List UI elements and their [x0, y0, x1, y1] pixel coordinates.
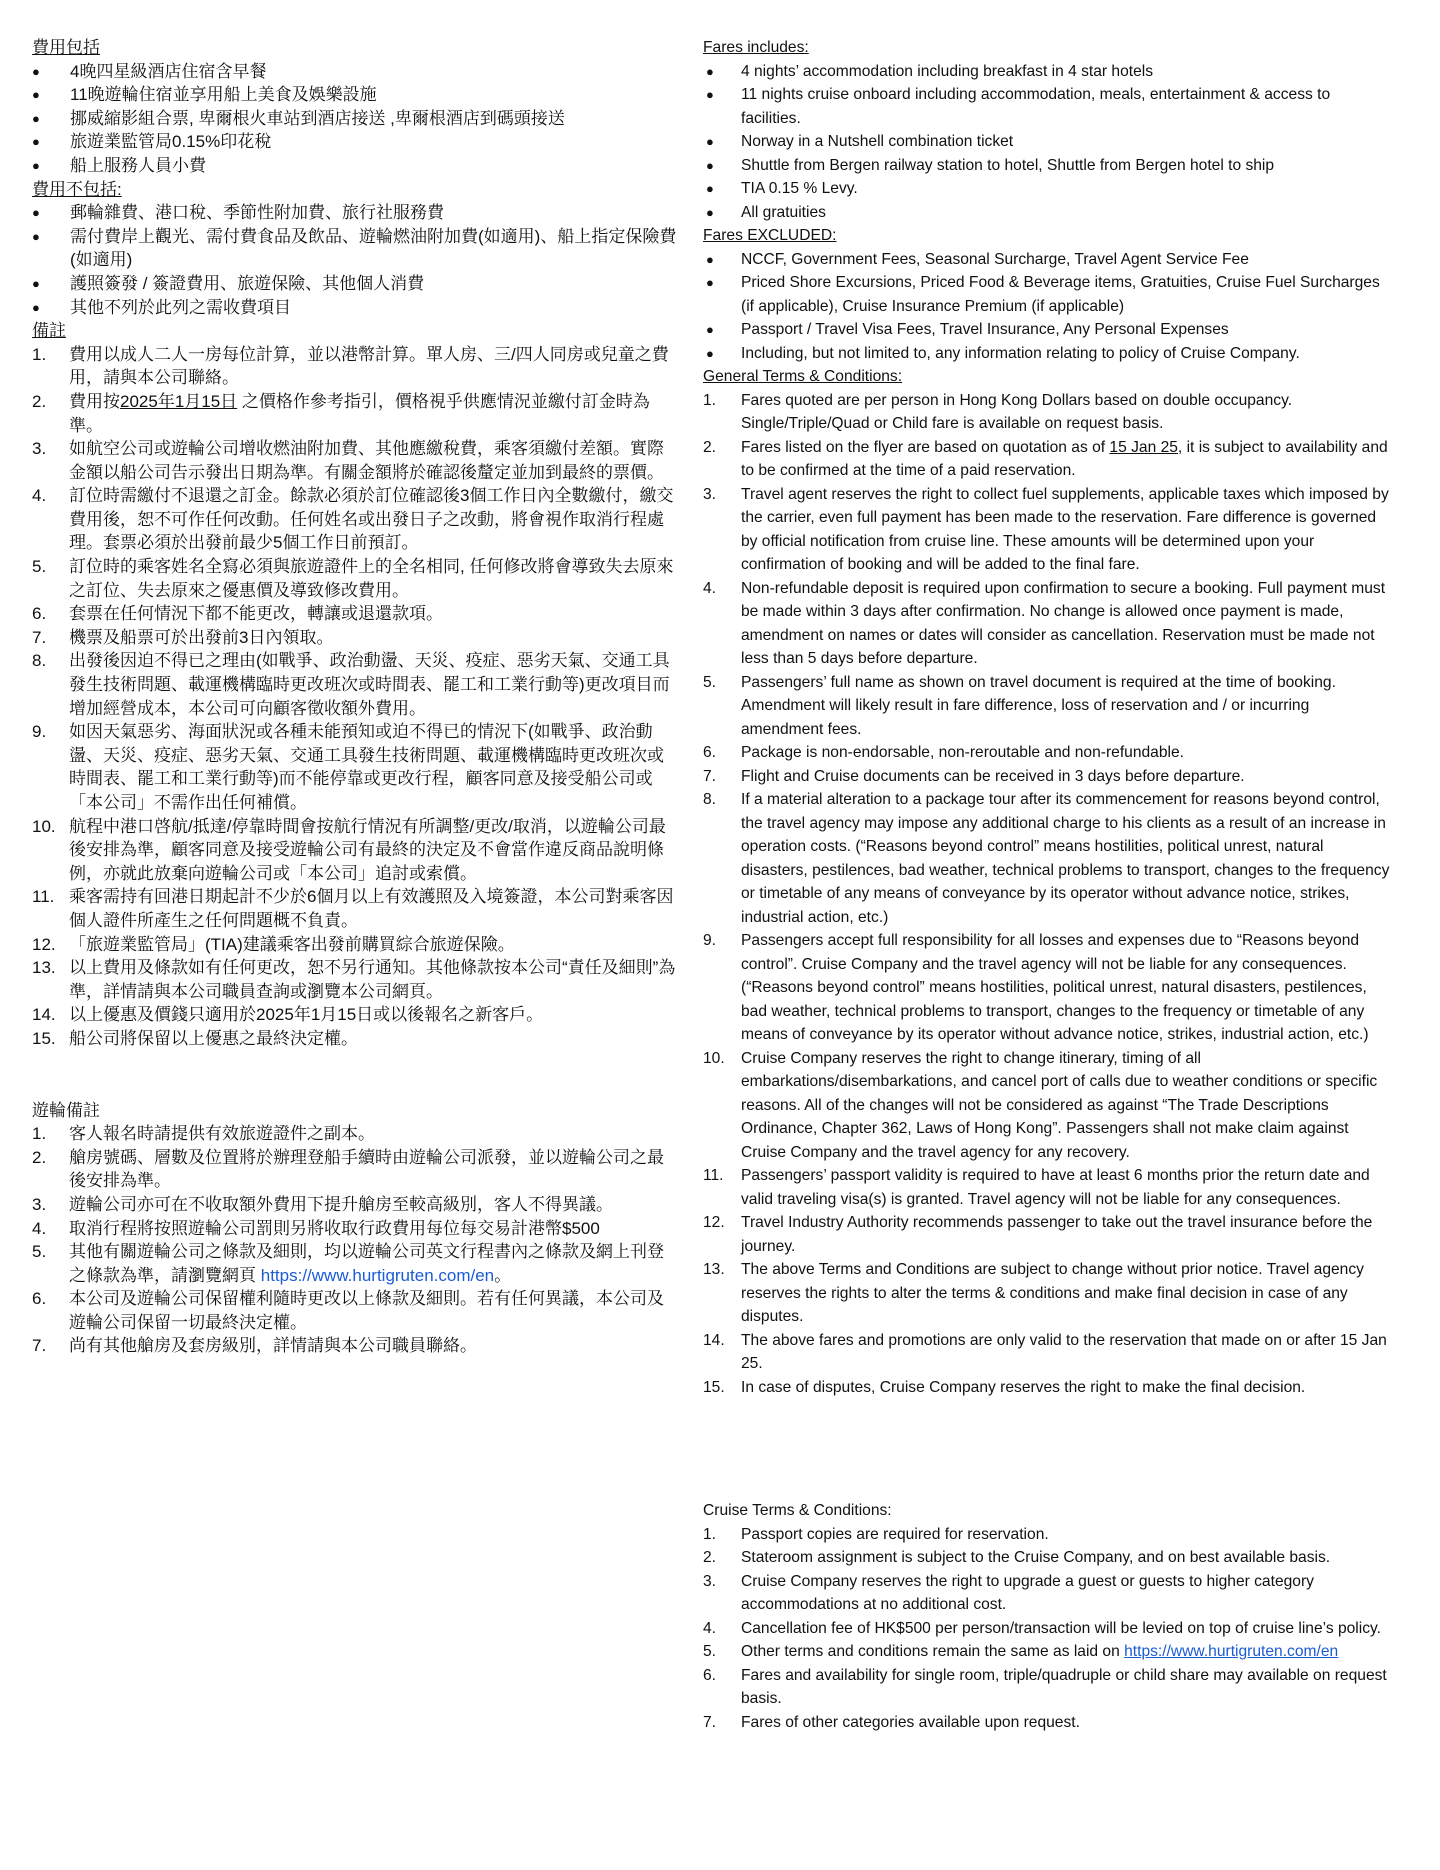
numbered-item — [703, 1047, 1393, 1165]
item-number: 10. — [32, 816, 56, 836]
item-text — [69, 1240, 680, 1287]
numbered-item — [703, 1570, 1393, 1617]
bullet-item: ● 需付費岸上觀光、需付費食品及飲品、遊輪燃油附加費(如適用)、船上指定保險費(如適用) — [32, 225, 680, 272]
item-text: Travel agent reserves the right to collect fuel supplements, applicable taxes which imposed by the carrier, even full payment has been made to the reservation. Fare difference is governed by official notification from cruise line. These amounts will be determined upon your confirmation of booking and will be added to the final fare. — [741, 485, 1389, 573]
numbered-item — [703, 671, 1393, 742]
item-text-pre: 其他有關遊輪公司之條款及細則，均以遊輪公司英文行程書內之條款及網上刊登之條款為準，請瀏覽網頁 — [69, 1242, 664, 1285]
numbered-item — [32, 390, 680, 437]
en-includes-list — [703, 60, 1393, 225]
en-terms-list — [703, 389, 1393, 1400]
numbered-item — [703, 436, 1393, 483]
item-text: 以上費用及條款如有任何更改，恕不另行通知。其他條款按本公司“責任及細則”為準，詳情請與本公司職員查詢或瀏覽本公司網頁。 — [69, 958, 676, 1001]
item-number: 3. — [32, 439, 47, 459]
numbered-item — [32, 956, 680, 1003]
bullet-item: ● Shuttle from Bergen railway station to hotel, Shuttle from Bergen hotel to ship — [703, 154, 1393, 178]
zh-cruise-heading: 遊輪備註 — [32, 1100, 100, 1120]
item-text: 尚有其他艙房及套房級別，詳情請與本公司職員聯絡。 — [69, 1336, 477, 1356]
numbered-item — [703, 1640, 1393, 1664]
bullet-item: ● All gratuities — [703, 201, 1393, 225]
item-text: 套票在任何情況下都不能更改，轉讓或退還款項。 — [69, 604, 443, 624]
item-number: 6. — [32, 604, 47, 624]
item-number: 7. — [32, 627, 47, 647]
item-number: 4. — [703, 1619, 717, 1637]
numbered-item — [32, 649, 680, 720]
item-number: 8. — [703, 791, 717, 808]
bullet-item: ● 挪威縮影組合票, 卑爾根火車站到酒店接送 ,卑爾根酒店到碼頭接送 — [32, 107, 680, 131]
numbered-item — [703, 1546, 1393, 1570]
item-text: In case of disputes, Cruise Company reserves the right to make the final decision. — [741, 1378, 1306, 1396]
zh-excludes-heading: 費用不包括: — [32, 179, 122, 199]
item-number: 8. — [32, 651, 47, 671]
en-cruise-list — [703, 1523, 1393, 1735]
bullet-item: ● 其他不列於此列之需收費項目 — [32, 296, 680, 320]
numbered-item — [703, 929, 1393, 1047]
item-number: 9. — [32, 722, 47, 742]
item-number: 3. — [703, 485, 717, 503]
item-text: 客人報名時請提供有效旅遊證件之副本。 — [69, 1124, 375, 1144]
numbered-item — [32, 1193, 680, 1217]
bullet-item: ● Including, but not limited to, any information relating to policy of Cruise Company. — [703, 342, 1393, 366]
item-text-post: 之價格作參考指引，價格視乎供應情況並繳付訂金時為準。 — [69, 391, 650, 435]
bullet-item: ● 郵輪雜費、港口稅、季節性附加費、旅行社服務費 — [32, 201, 680, 225]
bullet-item: ● 4晚四星級酒店住宿含早餐 — [32, 60, 680, 84]
item-text-pre: Fares listed on the flyer are based on quotation as of — [741, 438, 1110, 456]
bullet-item: ● Priced Shore Excursions, Priced Food & Beverage items, Gratuities, Cruise Fuel Surcharges (if applicable), Cruise Insurance Premium (if applicable) — [703, 271, 1393, 318]
item-number: 12. — [703, 1214, 725, 1231]
item-number: 5. — [32, 1242, 47, 1262]
numbered-item — [703, 483, 1393, 577]
item-text: Cruise Company reserves the right to change itinerary, timing of all embarkations/disembarkations, and cancel port of calls due to weather conditions or specific reasons. All of the changes will not be considered as against “The Trade Descriptions Ordinance, Chapter 362, Laws of Hong Kong”. Passengers shall not make claim against Cruise Company and the travel agency for any recovery. — [741, 1049, 1378, 1161]
item-text: Passengers accept full responsibility for all losses and expenses due to “Reasons beyond control”. Cruise Company and the travel agency will not be liable for any consequences. (“Reasons beyond control” means hostilities, political unrest, natural disasters, pestilences, bad weather, technical problems to transport, changes to the frequency or timetable of any means of conveyance by its operator without advance notice, strikes, industrial action, etc.) — [741, 932, 1369, 1043]
item-number: 5. — [703, 673, 717, 691]
item-text: Fares quoted are per person in Hong Kong Dollars based on double occupancy. Single/Triple/Quad or Child fare is available on request basis. — [741, 391, 1293, 432]
numbered-item — [32, 885, 680, 932]
numbered-item — [32, 626, 680, 650]
item-text: 遊輪公司亦可在不收取額外費用下提升艙房至較高級別，客人不得異議。 — [69, 1194, 613, 1214]
zh-notes-heading: 備註 — [32, 321, 66, 341]
numbered-item — [703, 577, 1393, 671]
numbered-item — [32, 1240, 680, 1287]
bullet-item: ● 護照簽發 / 簽證費用、旅遊保險、其他個人消費 — [32, 272, 680, 296]
en-excludes-list — [703, 248, 1393, 366]
numbered-item — [32, 1334, 680, 1358]
bullet-item: ● 旅遊業監管局0.15%印花稅 — [32, 130, 680, 154]
numbered-item — [703, 788, 1393, 929]
numbered-item — [703, 1617, 1393, 1641]
item-text-pre: 費用按 — [69, 391, 120, 411]
item-number: 14. — [32, 1005, 56, 1025]
numbered-item — [32, 1027, 680, 1051]
item-text: Non-refundable deposit is required upon confirmation to secure a booking. Full payment must be made within 3 days after confirmation. No change is allowed once payment is made, amendment on names or dates will consider as cancellation. Reservation must be made not less than 5 days before departure. — [741, 579, 1386, 667]
numbered-item — [703, 741, 1393, 765]
en-includes-heading: Fares includes: — [703, 39, 809, 56]
item-number: 3. — [32, 1194, 47, 1214]
item-text-post: , it is subject to availability and to be confirmed at the time of a paid reservation. — [741, 438, 1388, 479]
item-text: 費用以成人二人一房每位計算，並以港幣計算。單人房、三/四人同房或兒童之費用，請與本公司聯絡。 — [69, 344, 669, 388]
item-text-post: 。 — [494, 1265, 512, 1285]
bullet-item: ● 船上服務人員小費 — [32, 154, 680, 178]
zh-includes-list — [32, 60, 680, 178]
item-number: 12. — [32, 934, 56, 954]
quotation-date: 15 Jan 25 — [1109, 438, 1178, 456]
item-number: 5. — [32, 557, 47, 577]
item-number: 2. — [703, 438, 717, 456]
bullet-item: ● NCCF, Government Fees, Seasonal Surcharge, Travel Agent Service Fee — [703, 248, 1393, 272]
item-text: Cruise Company reserves the right to upgrade a guest or guests to higher category accommodations at no additional cost. — [741, 1572, 1314, 1613]
item-text: Cancellation fee of HK$500 per person/transaction will be levied on top of cruise line’s policy. — [741, 1619, 1381, 1637]
item-number: 4. — [703, 579, 717, 597]
item-number: 1. — [32, 344, 47, 364]
numbered-item — [32, 933, 680, 957]
item-text: Fares and availability for single room, triple/quadruple or child share may available on request basis. — [741, 1666, 1387, 1707]
item-text: 艙房號碼、層數及位置將於辦理登船手續時由遊輪公司派發，並以遊輪公司之最後安排為準。 — [69, 1147, 664, 1191]
item-number: 6. — [703, 744, 717, 761]
numbered-item — [32, 1003, 680, 1027]
item-text: 訂位時需繳付不退還之訂金。餘款必須於訂位確認後3個工作日內全數繳付，繳交費用後，恕不可作任何改動。任何姓名或出發日子之改動，將會視作取消行程處理。套票必須於出發前最少5個工作日前預訂。 — [69, 486, 674, 553]
numbered-item — [32, 1146, 680, 1193]
bullet-item: ● Norway in a Nutshell combination ticket — [703, 130, 1393, 154]
item-number: 2. — [32, 391, 47, 411]
numbered-item — [32, 602, 680, 626]
bullet-item: ● 11晚遊輪住宿並享用船上美食及娛樂設施 — [32, 83, 680, 107]
zh-cruise-list — [32, 1122, 680, 1358]
numbered-item — [32, 555, 680, 602]
item-text: 航程中港口啓航/抵達/停靠時間會按航行情況有所調整/更改/取消，以遊輪公司最後安排為準，顧客同意及接受遊輪公司有最終的決定及不會當作違反商品說明條例，亦就此放棄向遊輪公司或「本公司」追討或索償。 — [69, 816, 666, 883]
bullet-item: ● 11 nights cruise onboard including accommodation, meals, entertainment & access to facilities. — [703, 83, 1393, 130]
item-text: 乘客需持有回港日期起計不少於6個月以上有效護照及入境簽證，本公司對乘客因個人證件所產生之任何問題概不負責。 — [69, 887, 674, 930]
bullet-item: ● Passport / Travel Visa Fees, Travel Insurance, Any Personal Expenses — [703, 318, 1393, 342]
chinese-terms-column — [32, 36, 680, 1358]
item-number: 1. — [703, 391, 717, 409]
item-number: 7. — [32, 1336, 47, 1356]
numbered-item — [32, 343, 680, 390]
numbered-item — [32, 720, 680, 814]
quotation-date: 2025年1月15日 — [120, 391, 238, 411]
numbered-item — [32, 1217, 680, 1241]
item-number: 10. — [703, 1049, 725, 1067]
item-number: 13. — [32, 958, 56, 978]
item-text: Passport copies are required for reservation. — [741, 1525, 1049, 1543]
item-number: 15. — [703, 1378, 725, 1396]
item-number: 11. — [703, 1167, 724, 1184]
numbered-item — [703, 765, 1393, 789]
numbered-item — [32, 1287, 680, 1334]
en-cruise-heading: Cruise Terms & Conditions: — [703, 1502, 892, 1519]
item-number: 6. — [32, 1289, 47, 1309]
item-number: 1. — [703, 1525, 717, 1543]
item-text: 以上優惠及價錢只適用於2025年1月15日或以後報名之新客戶。 — [69, 1005, 544, 1025]
item-number: 6. — [703, 1666, 717, 1684]
numbered-item — [703, 1711, 1393, 1735]
numbered-item — [703, 1664, 1393, 1711]
zh-excludes-list — [32, 201, 680, 319]
item-text: Stateroom assignment is subject to the Cruise Company, and on best available basis. — [741, 1549, 1331, 1566]
zh-notes-list — [32, 343, 680, 1051]
item-text: 如因天氣惡劣、海面狀況或各種未能預知或迫不得已的情況下(如戰爭、政治動盪、天災、疫症、惡劣天氣、交通工具發生技術問題、載運機構臨時更改班次或時間表、罷工和工業行動等)而不能停靠或更改行程，顧客同意及接受船公司或「本公司」不需作出任何補償。 — [69, 722, 664, 812]
item-number: 13. — [703, 1261, 725, 1278]
item-text — [69, 390, 680, 437]
item-text — [741, 436, 1393, 483]
item-number: 7. — [703, 767, 717, 785]
item-text: 機票及船票可於出發前3日內領取。 — [69, 627, 334, 647]
numbered-item — [32, 1122, 680, 1146]
numbered-item — [703, 389, 1393, 436]
item-text: 出發後因迫不得已之理由(如戰爭、政治動盪、天災、疫症、惡劣天氣、交通工具發生技術問題、載運機構臨時更改班次或時間表、罷工和工業行動等)更改項目而增加經營成本，本公司可向顧客徵收額外費用。 — [69, 651, 670, 718]
item-text: 船公司將保留以上優惠之最終決定權。 — [69, 1028, 358, 1048]
numbered-item — [32, 437, 680, 484]
item-number: 4. — [32, 486, 47, 506]
item-text — [741, 1640, 1393, 1664]
item-text: Package is non-endorsable, non-reroutable and non-refundable. — [741, 744, 1184, 761]
website-link[interactable]: https://www.hurtigruten.com/en — [260, 1265, 495, 1285]
numbered-item — [32, 484, 680, 555]
numbered-item — [703, 1329, 1393, 1376]
item-text: 如航空公司或遊輪公司增收燃油附加費、其他應繳稅費，乘客須繳付差額。實際金額以船公司告示發出日期為準。有關金額將於確認後釐定並加到最終的票價。 — [69, 439, 664, 482]
item-text: Fares of other categories available upon request. — [741, 1713, 1080, 1731]
item-text: The above Terms and Conditions are subject to change without prior notice. Travel agency reserves the rights to alter the terms & conditions and make final decision in case of any disputes. — [741, 1261, 1364, 1325]
item-number: 9. — [703, 932, 717, 949]
numbered-item — [703, 1376, 1393, 1400]
item-number: 5. — [703, 1643, 717, 1660]
item-number: 15. — [32, 1028, 56, 1048]
english-terms-column — [703, 36, 1393, 1734]
en-terms-heading: General Terms & Conditions: — [703, 368, 903, 385]
item-text: 「旅遊業監管局」(TIA)建議乘客出發前購買綜合旅遊保險。 — [69, 934, 515, 954]
item-text: The above fares and promotions are only valid to the reservation that made on or after 15 Jan 25. — [741, 1331, 1387, 1372]
item-text: If a material alteration to a package tour after its commencement for reasons beyond control, the travel agency may impose any additional charge to his clients as a result of an increase in operation costs. (“Reasons beyond control” means hostilities, political unrest, natural disasters, pestilences, bad weather, technical problems to transport, changes to the frequency or timetable of any means of conveyance by its operator without advance notice, strikes, industrial action, etc.) — [741, 791, 1390, 926]
en-excludes-heading: Fares EXCLUDED: — [703, 227, 837, 244]
item-text: Passengers’ full name as shown on travel document is required at the time of booking. Amendment will likely result in fare difference, loss of reservation and / or incurring amendment fees. — [741, 673, 1336, 738]
numbered-item — [703, 1164, 1393, 1211]
item-text: Flight and Cruise documents can be received in 3 days before departure. — [741, 767, 1245, 785]
item-number: 14. — [703, 1331, 725, 1349]
numbered-item — [703, 1523, 1393, 1547]
item-number: 7. — [703, 1713, 717, 1731]
item-text: Travel Industry Authority recommends passenger to take out the travel insurance before the journey. — [741, 1214, 1373, 1255]
item-number: 3. — [703, 1572, 717, 1590]
bullet-item: ● TIA 0.15 % Levy. — [703, 177, 1393, 201]
item-number: 2. — [703, 1549, 717, 1566]
website-link[interactable]: https://www.hurtigruten.com/en — [1124, 1643, 1339, 1660]
numbered-item — [32, 815, 680, 886]
bullet-item: ● 4 nights’ accommodation including breakfast in 4 star hotels — [703, 60, 1393, 84]
zh-includes-heading: 費用包括 — [32, 38, 100, 57]
item-number: 1. — [32, 1124, 47, 1144]
item-number: 4. — [32, 1218, 47, 1238]
item-text: 訂位時的乘客姓名全寫必須與旅遊證件上的全名相同, 任何修改將會導致失去原來之訂位、失去原來之優惠價及導致修改費用。 — [69, 557, 674, 600]
item-text: 本公司及遊輪公司保留權利隨時更改以上條款及細則。若有任何異議，本公司及遊輪公司保留一切最終決定權。 — [69, 1289, 664, 1332]
item-number: 2. — [32, 1147, 47, 1167]
numbered-item — [703, 1258, 1393, 1329]
item-text: Passengers’ passport validity is required to have at least 6 months prior the return date and valid traveling visa(s) is granted. Travel agency will not be liable for any consequences. — [741, 1167, 1370, 1208]
item-number: 11. — [32, 887, 55, 907]
item-text-pre: Other terms and conditions remain the same as laid on — [741, 1643, 1125, 1660]
item-text: 取消行程將按照遊輪公司罰則另將收取行政費用每位每交易計港幣$500 — [69, 1218, 600, 1238]
numbered-item — [703, 1211, 1393, 1258]
